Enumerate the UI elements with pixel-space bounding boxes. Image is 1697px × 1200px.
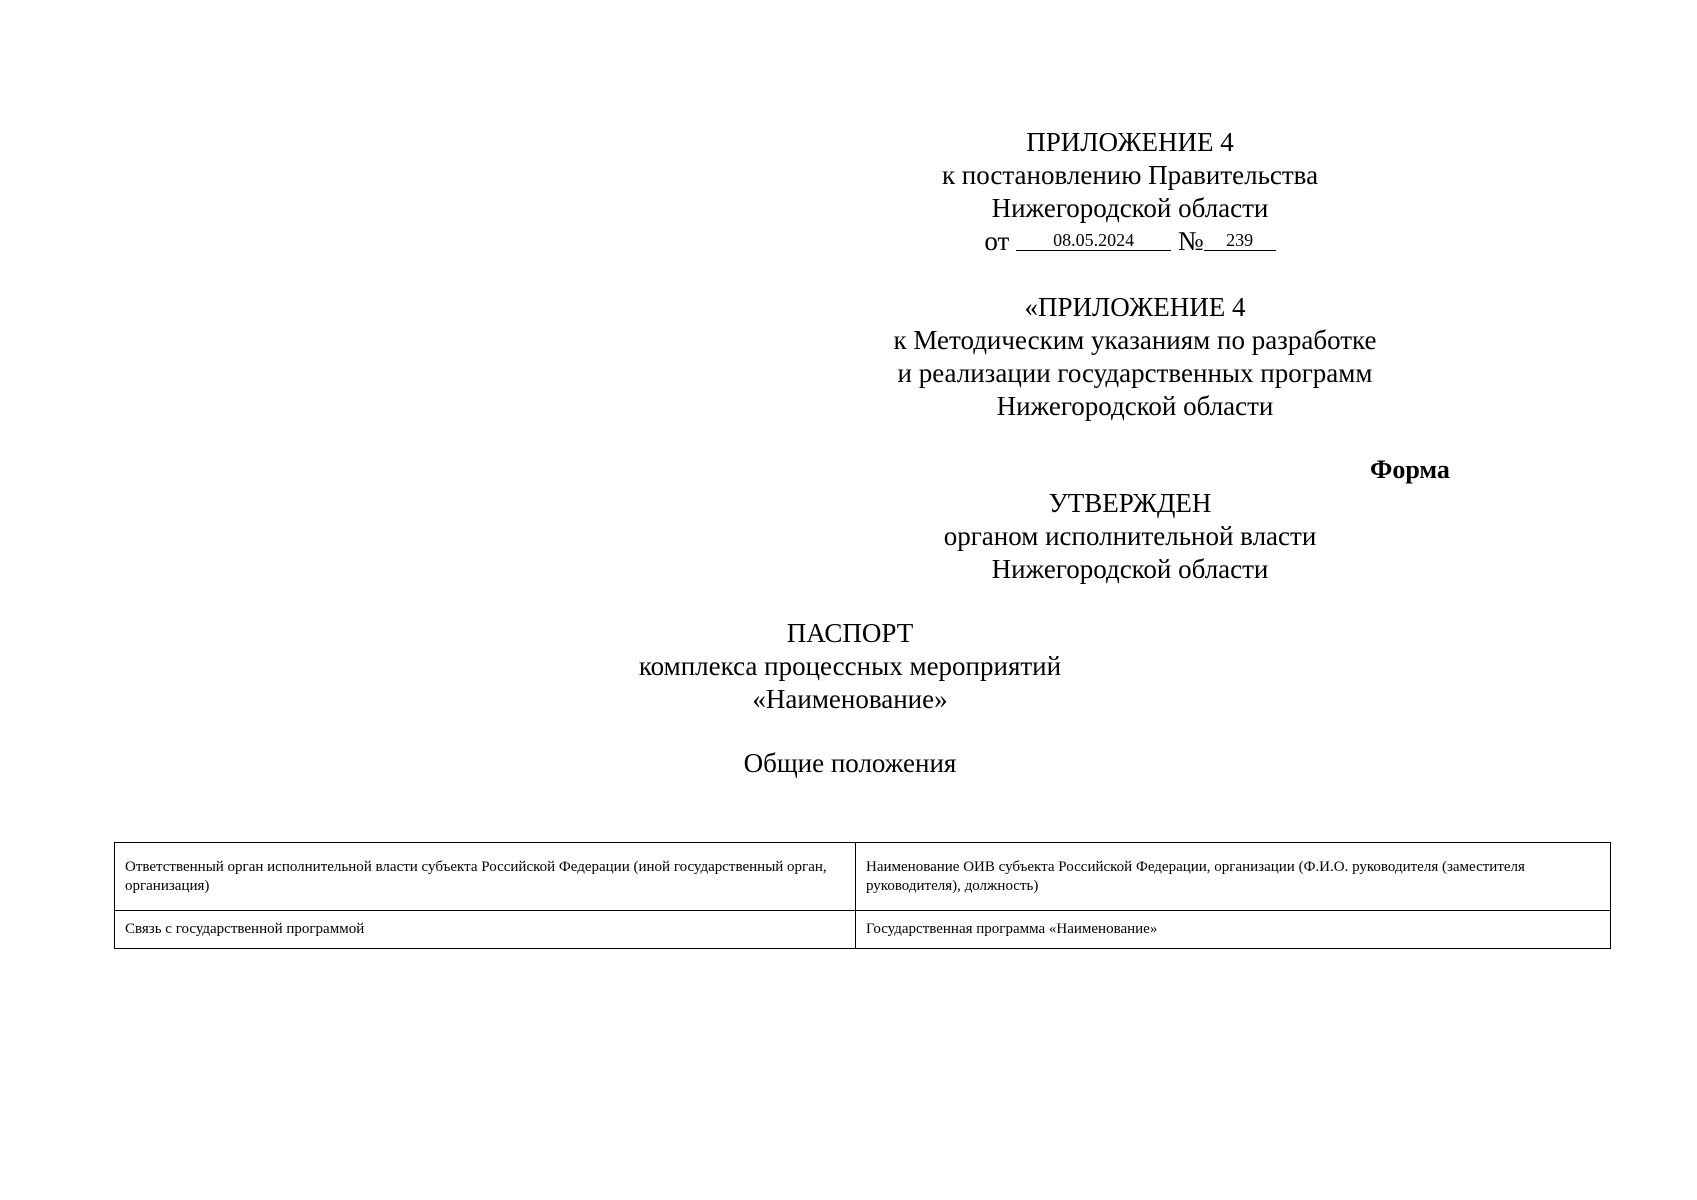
appendix-line: Нижегородской области [991, 193, 1269, 223]
method-line: и реализации государственных программ [897, 358, 1373, 388]
number-sign: № [1177, 226, 1204, 256]
method-title: «ПРИЛОЖЕНИЕ 4 [1024, 292, 1246, 322]
passport-heading [550, 617, 1150, 716]
table-row [115, 911, 1611, 949]
approved-line: органом исполнительной власти [943, 521, 1317, 551]
approved-line: Нижегородской области [991, 554, 1269, 584]
table-cell-value: Наименование ОИВ субъекта Российской Федерации, организации (Ф.И.О. руководителя (заместителя руководителя), должность) [856, 843, 1611, 911]
appendix-title: ПРИЛОЖЕНИЕ 4 [1026, 127, 1234, 157]
decree-date: 08.05.2024 [1016, 230, 1171, 251]
date-prefix: от [984, 226, 1010, 256]
table-cell-value: Государственная программа «Наименование» [856, 911, 1611, 949]
table-cell-label: Ответственный орган исполнительной власти субъекта Российской Федерации (иной государственный орган, организация) [115, 843, 856, 911]
method-line: Нижегородской области [996, 391, 1274, 421]
approved-title: УТВЕРЖДЕН [1048, 488, 1212, 518]
appendix-header [880, 126, 1380, 258]
passport-title: ПАСПОРТ [786, 618, 914, 648]
decree-date-line [984, 225, 1275, 258]
appendix-line: к постановлению Правительства [941, 160, 1319, 190]
section-title: Общие положения [743, 748, 957, 778]
decree-number: 239 [1204, 230, 1276, 251]
methodical-appendix [840, 291, 1430, 423]
general-provisions-table [114, 842, 1611, 949]
table-cell-label: Связь с государственной программой [115, 911, 856, 949]
form-label: Форма [1370, 455, 1450, 484]
method-line: к Методическим указаниям по разработке [893, 325, 1377, 355]
passport-line: «Наименование» [752, 684, 948, 714]
table-row [115, 843, 1611, 911]
approved-block [880, 487, 1380, 586]
passport-line: комплекса процессных мероприятий [638, 651, 1062, 681]
